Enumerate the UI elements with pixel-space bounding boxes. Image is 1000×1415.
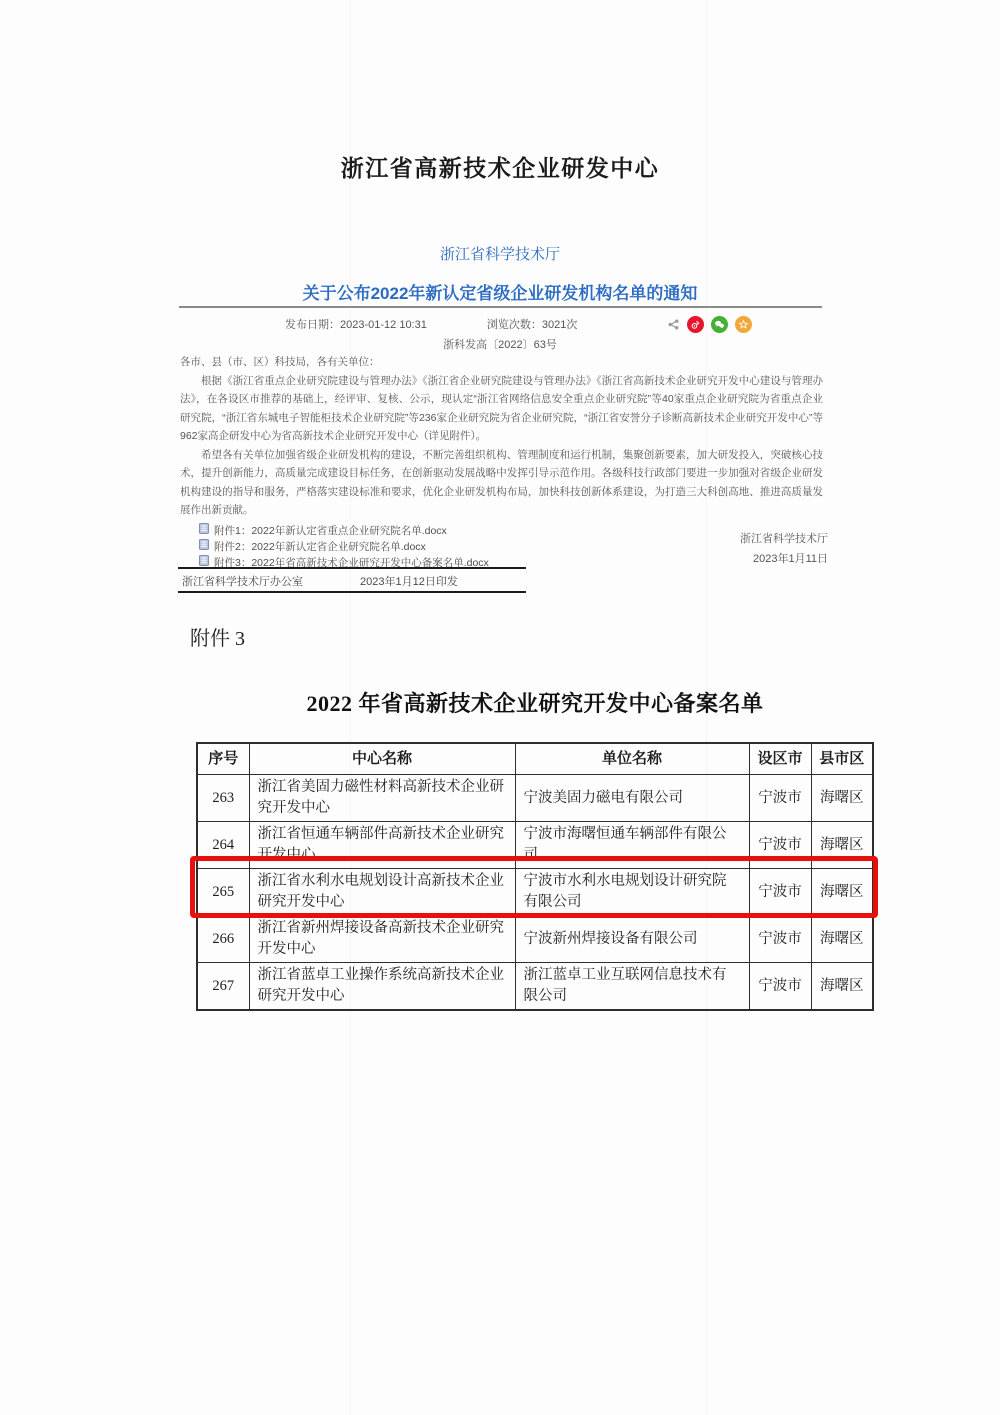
- view-count: [487, 316, 577, 332]
- cell-city: 宁波市: [749, 963, 811, 1011]
- wechat-icon[interactable]: [711, 316, 728, 333]
- table-row: [197, 775, 873, 822]
- cell-district: 海曙区: [811, 822, 873, 869]
- table-row: [197, 963, 873, 1011]
- attachment-link-3[interactable]: 附件3：2022年省高新技术企业研究开发中心备案名单.docx: [214, 557, 489, 570]
- cell-no: 264: [197, 822, 249, 869]
- doc-number: 浙科发高〔2022〕63号: [443, 339, 557, 351]
- cell-district: 海曙区: [811, 775, 873, 822]
- meta-row: [179, 313, 822, 335]
- cell-center-name: 浙江省新州焊接设备高新技术企业研究开发中心: [249, 916, 515, 963]
- header-company-name: 单位名称: [515, 743, 749, 775]
- table-row: [197, 916, 873, 963]
- table-row-highlighted: [197, 869, 873, 916]
- cell-district: 海曙区: [811, 963, 873, 1011]
- cell-company-name: 浙江蓝卓工业互联网信息技术有限公司: [515, 963, 749, 1011]
- table-row: [197, 822, 873, 869]
- cell-city: 宁波市: [749, 822, 811, 869]
- cell-company-name: 宁波市海曙恒通车辆部件有限公司: [515, 822, 749, 869]
- cell-district: 海曙区: [811, 916, 873, 963]
- notice-title[interactable]: 关于公布2022年新认定省级企业研发机构名单的通知: [302, 284, 698, 303]
- cell-center-name: 浙江省水利水电规划设计高新技术企业研究开发中心: [249, 869, 515, 916]
- notice-body: [180, 353, 823, 572]
- footer-office: 浙江省科学技术厅办公室: [182, 576, 303, 588]
- footer-box: [178, 567, 526, 593]
- cell-no: 266: [197, 916, 249, 963]
- cell-company-name: 宁波美固力磁电有限公司: [515, 775, 749, 822]
- body-paragraph-2: 希望各有关单位加强省级企业研发机构的建设，不断完善组织机构、管理制度和运行机制，集聚创新要素，加大研发投入，突破核心技术，提升创新能力，高质量完成建设目标任务，在创新驱动发展战略中发挥引导示范作用。各级科技行政部门要进一步加强对省级企业研发机构建设的指导和服务，严格落实建设标准和要求，优化企业研发机构布局，加快科技创新体系建设，为打造三大科创高地、推进高质量发展作出新贡献。: [180, 448, 823, 516]
- view-count-value: 3021次: [541, 319, 578, 331]
- header-no: 序号: [197, 743, 249, 775]
- footer-print-date: 2023年1月12日印发: [360, 576, 458, 588]
- cell-no: 265: [197, 869, 249, 916]
- attachment-item[interactable]: [180, 540, 823, 556]
- body-paragraph-1: 根据《浙江省重点企业研究院建设与管理办法》《浙江省企业研究院建设与管理办法》《浙江省高新技术企业研究开发中心建设与管理办法》，在各设区市推荐的基础上，经评审、复核、公示，现认定“浙江省网络信息安全重点企业研究院”等40家重点企业研究院为省重点企业研究院，“浙江省东城电子智能柜技术企业研究院”等236家企业研究院为省企业研究院，“浙江省安誉分子诊断高新技术企业研究开发中心”等962家高企研发中心为省高新技术企业研究开发中心（详见附件）。: [180, 374, 823, 442]
- cell-center-name: 浙江省恒通车辆部件高新技术企业研究开发中心: [249, 822, 515, 869]
- cell-center-name: 浙江省蓝卓工业操作系统高新技术企业研究开发中心: [249, 963, 515, 1011]
- view-count-label: 浏览次数：: [486, 319, 542, 331]
- table-header-row: [197, 743, 873, 775]
- cell-company-name: 宁波市水利水电规划设计研究院有限公司: [515, 869, 749, 916]
- publish-date-value: 2023-01-12 10:31: [340, 319, 427, 331]
- publish-date: [285, 316, 427, 332]
- header-city: 设区市: [749, 743, 811, 775]
- cell-city: 宁波市: [749, 775, 811, 822]
- publish-date-label: 发布日期：: [285, 319, 340, 331]
- cell-no: 263: [197, 775, 249, 822]
- cell-city: 宁波市: [749, 869, 811, 916]
- page-title: 浙江省高新技术企业研发中心: [340, 155, 660, 181]
- header-district: 县市区: [811, 743, 873, 775]
- header-center-name: 中心名称: [249, 743, 515, 775]
- annex-label: 附件 3: [190, 628, 245, 650]
- share-icon[interactable]: [667, 318, 680, 331]
- attachment-list: [180, 524, 823, 572]
- cell-city: 宁波市: [749, 916, 811, 963]
- salutation: 各市、县（市、区）科技局，各有关单位：: [180, 356, 380, 368]
- favorite-star-icon[interactable]: [735, 316, 752, 333]
- signature-org: 浙江省科学技术厅: [740, 533, 828, 545]
- attachment-item[interactable]: [180, 524, 823, 540]
- cell-center-name: 浙江省美固力磁性材料高新技术企业研究开发中心: [249, 775, 515, 822]
- cell-company-name: 宁波新州焊接设备有限公司: [515, 916, 749, 963]
- cell-no: 267: [197, 963, 249, 1011]
- roster-table: [196, 742, 874, 1011]
- org-link[interactable]: 浙江省科学技术厅: [439, 246, 560, 263]
- attachment-link-2[interactable]: 附件2：2022年新认定省企业研究院名单.docx: [214, 541, 426, 554]
- signature-date: 2023年1月11日: [752, 553, 828, 565]
- cell-district: 海曙区: [811, 869, 873, 916]
- weibo-icon[interactable]: [687, 316, 704, 333]
- annex-table-title: 2022 年省高新技术企业研究开发中心备案名单: [306, 691, 764, 716]
- share-group: [667, 316, 752, 333]
- header-divider: [179, 306, 822, 308]
- attachment-link-1[interactable]: 附件1：2022年新认定省重点企业研究院名单.docx: [214, 525, 447, 538]
